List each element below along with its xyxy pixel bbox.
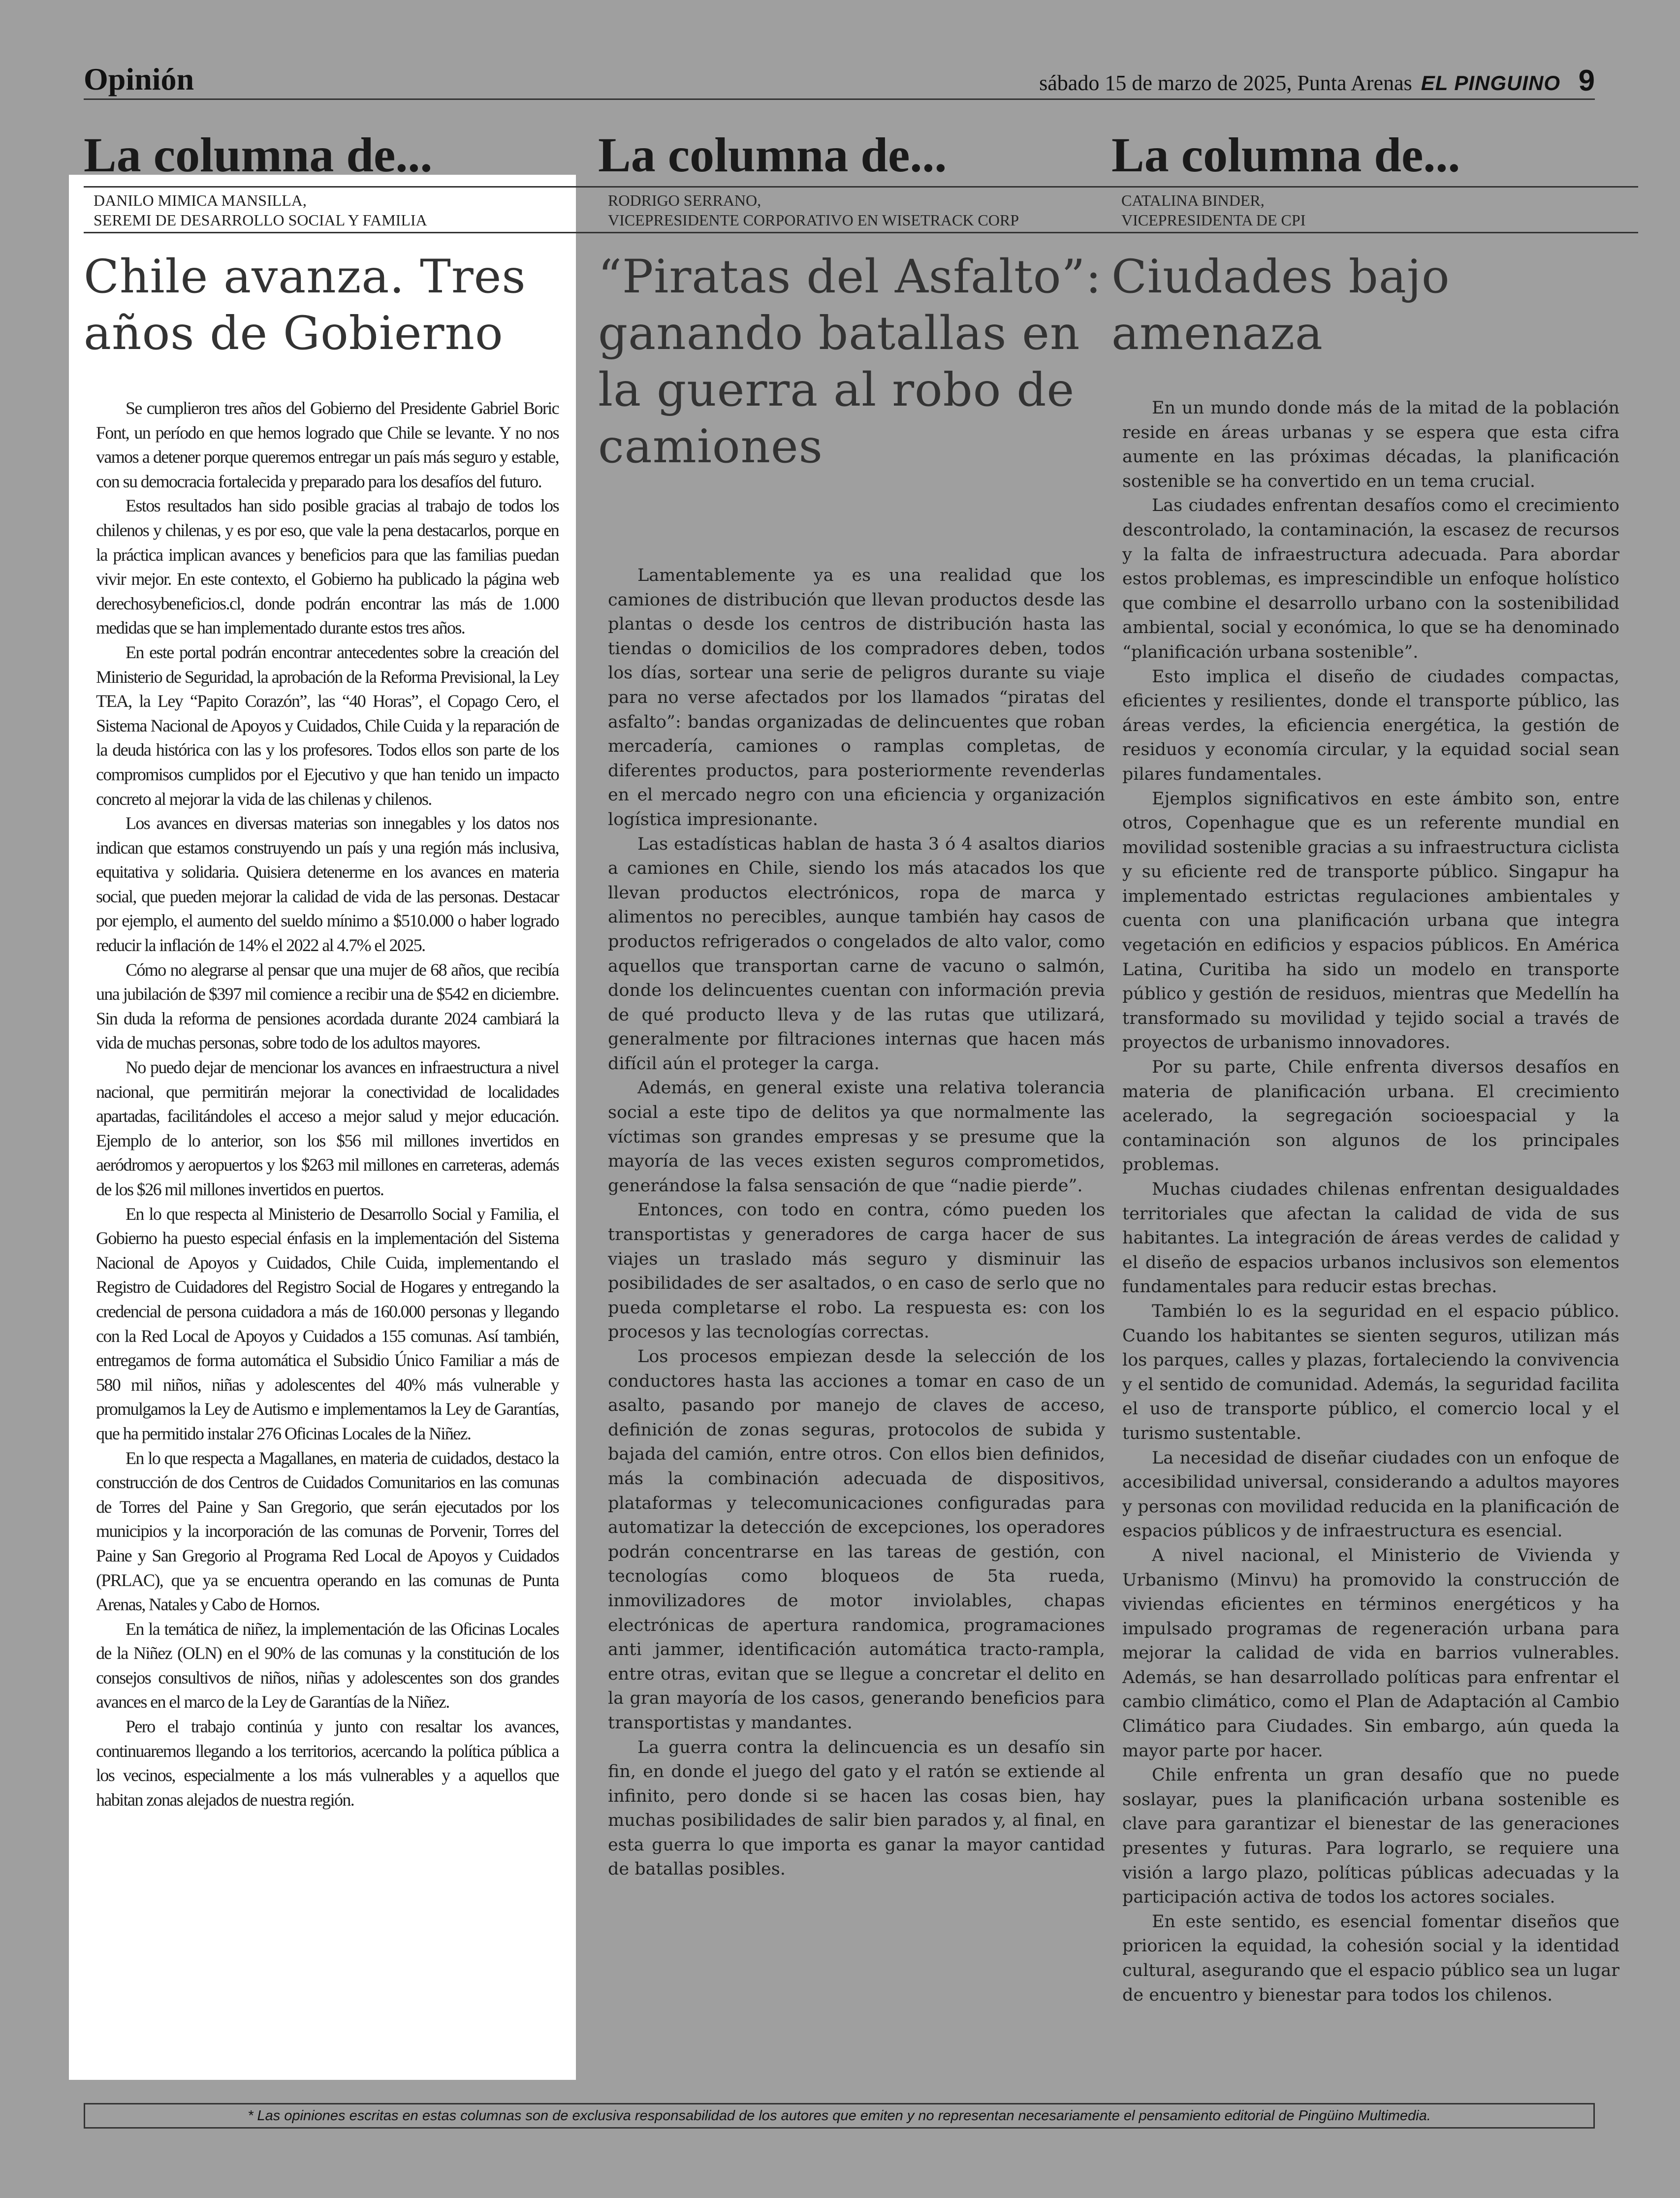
page-header xyxy=(84,59,1595,100)
paragraph: Además, en general existe una relativa tolerancia social a este tipo de delitos ya que normalmente las víctimas son grandes empresas y se presume que la mayoría de las veces existen seguros comprometidos, generándose la falsa sensación de que “nadie pierde”. xyxy=(608,1078,1105,1196)
byline xyxy=(84,186,610,233)
paragraph: Esto implica el diseño de ciudades compactas, eficientes y resilientes, donde el transporte público, las áreas verdes, la eficiencia energética, la gestión de residuos y economía circular, y la equidad social sean pilares fundamentales. xyxy=(1122,667,1619,784)
byline xyxy=(598,186,1125,233)
paragraph: Entonces, con todo en contra, cómo pueden los transportistas y generadores de carga hacer de sus viajes un traslado más seguro y disminuir las posibilidades de ser asaltados, o en caso de serlo que no pueda completarse el robo. La respuesta es: con los procesos y las tecnologías correctas. xyxy=(608,1200,1105,1342)
paragraph: Cómo no alegrarse al pensar que una mujer de 68 años, que recibía una jubilación de $397 mil comience a recibir una de $542 en diciembre. Sin duda la reforma de pensiones acordada durante 2024 cambiará la vida de muchas personas, sobre todo de los adultos mayores. xyxy=(96,959,559,1053)
editorial-disclaimer: * Las opiniones escritas en estas columnas son de exclusiva responsabilidad de los autores que emiten y no representan necesariamente el pensamiento editorial de Pingüino Multimedia. xyxy=(84,2103,1595,2129)
date-text: sábado 15 de marzo de 2025, Punta Arenas xyxy=(1039,71,1412,95)
newspaper-brand: EL PINGUINO xyxy=(1421,71,1560,95)
paragraph: Muchas ciudades chilenas enfrentan desigualdades territoriales que afectan la calidad de vida de sus habitantes. La integración de áreas verdes de calidad y el diseño de espacios urbanos inclusivos son elementos fundamentales para reducir estas brechas. xyxy=(1122,1179,1619,1297)
article-body xyxy=(608,564,1105,1882)
author-role: SEREMI DE DESARROLLO SOCIAL Y FAMILIA xyxy=(94,211,427,229)
paragraph: Lamentablemente ya es una realidad que los camiones de distribución que llevan productos desde las plantas o desde los centros de distribución hasta las tiendas o domicilios de los compradores deben, todos los días, sortear una serie de peligros durante su viaje para no verse afectados por los llamados “piratas del asfalto”: bandas organizadas de delincuentes que roban mercadería, camiones o ramplas completas, de diferentes productos, para posteriormente revenderlas en el mercado negro con una eficiencia y organización logística impresionante. xyxy=(608,566,1105,829)
author-role: VICEPRESIDENTA DE CPI xyxy=(1121,211,1306,229)
paragraph: Los procesos empiezan desde la selección de los conductores hasta las acciones a tomar en caso de un asalto, pasando por manejo de claves de acceso, definición de zonas seguras, protocolos de subida y bajada del camión, entre otros. Con ellos bien definidos, más la combinación adecuada de dispositivos, plataformas y telecomunicaciones configuradas para automatizar la detección de excepciones, los operadores podrán concentrarse en las tareas de gestión, con tecnologías como bloqueos de 5ta rueda, inmovilizadores de motor inviolables, chapas electrónicas de apertura randomica, programaciones anti jammer, identificación automática tracto-rampla, entre otras, evitan que se llegue a concretar el delito en la gran mayoría de los casos, generando beneficios para transportistas y mandantes. xyxy=(608,1347,1105,1733)
paragraph: También lo es la seguridad en el espacio público. Cuando los habitantes se sienten seguros, utilizan más los parques, calles y plazas, fortaleciendo la convivencia y el sentido de comunidad. Además, la seguridad facilita el uso de transporte público, el comercio local y el turismo sustentable. xyxy=(1122,1301,1619,1443)
paragraph: Estos resultados han sido posible gracias al trabajo de todos los chilenos y chilenas, y es por eso, que vale la pena destacarlos, porque en la práctica implican avances y beneficios para que las familias puedan vivir mejor. En este contexto, el Gobierno ha publicado la página web derechosybeneficios.cl, donde podrán encontrar las más de 1.000 medidas que se han implementado durante estos tres años. xyxy=(96,496,559,638)
byline xyxy=(1111,186,1638,233)
headline: Chile avanza. Tres años de Gobierno xyxy=(84,250,526,360)
headline: “Piratas del Asfalto”: ganando batallas en la guerra al robo de camiones xyxy=(598,250,1102,474)
article-body xyxy=(96,396,559,1812)
author-name: RODRIGO SERRANO, xyxy=(608,191,761,209)
column-kicker: La columna de... xyxy=(84,127,433,182)
dateline xyxy=(1039,70,1560,96)
paragraph: Los avances en diversas materias son innegables y los datos nos indican que estamos construyendo un país y una región más inclusiva, equitativa y solidaria. Quisiera detenerme en los avances en materia social, que pueden mejorar la calidad de vida de las personas. Destacar por ejemplo, el aumento del sueldo mínimo a $510.000 o haber logrado reducir la inflación de 14% el 2022 al 4.7% el 2025. xyxy=(96,813,559,956)
author-name: CATALINA BINDER, xyxy=(1121,191,1265,209)
article-body xyxy=(1122,396,1619,2007)
paragraph: Por su parte, Chile enfrenta diversos desafíos en materia de planificación urbana. El crecimiento acelerado, la segregación socioespacial y la contaminación son algunos de los principales problemas. xyxy=(1122,1057,1619,1175)
paragraph: A nivel nacional, el Ministerio de Vivienda y Urbanismo (Minvu) ha promovido la construcción de viviendas eficientes en términos energéticos y ha impulsado programas de regeneración urbana para mejorar la calidad de vida en barrios vulnerables. Además, se han desarrollado políticas para enfrentar el cambio climático, como el Plan de Adaptación al Cambio Climático para Ciudades. Sin embargo, aún queda la mayor parte por hacer. xyxy=(1122,1545,1619,1761)
paragraph: En un mundo donde más de la mitad de la población reside en áreas urbanas y se espera que esta cifra aumente en las próximas décadas, la planificación sostenible se ha convertido en un tema crucial. xyxy=(1122,398,1619,491)
paragraph: Chile enfrenta un gran desafío que no puede soslayar, pues la planificación urbana sostenible es clave para garantizar el bienestar de las generaciones presentes y futuras. Para lograrlo, se requiere una visión a largo plazo, políticas públicas adecuadas y la participación activa de todos los actores sociales. xyxy=(1122,1765,1619,1908)
paragraph: Las estadísticas hablan de hasta 3 ó 4 asaltos diarios a camiones en Chile, siendo los más atacados los que llevan productos electrónicos, ropa de marca y alimentos no perecibles, aunque también hay casos de productos refrigerados o congelados de alto valor, como aquellos que transportan carne de vacuno o salmón, donde los delincuentes cuentan con información previa de qué producto lleva y de las rutas que utilizará, generalmente por filtraciones internas que hacen más difícil aún el proteger la carga. xyxy=(608,834,1105,1074)
column-kicker: La columna de... xyxy=(1111,127,1460,182)
paragraph: Ejemplos significativos en este ámbito son, entre otros, Copenhague que es un referente mundial en movilidad sostenible gracias a su infraestructura ciclista y su eficiente red de transporte público. Singapur ha implementado estrictas regulaciones ambientales y cuenta con una planificación urbana que integra vegetación en edificios y espacios públicos. En América Latina, Curitiba ha sido un modelo en transporte público y gestión de residuos, mientras que Medellín ha transformado su movilidad y tejido social a través de proyectos de urbanismo innovadores. xyxy=(1122,789,1619,1053)
author-role: VICEPRESIDENTE CORPORATIVO EN WISETRACK CORP xyxy=(608,211,1019,229)
paragraph: En este sentido, es esencial fomentar diseños que prioricen la equidad, la cohesión social y la identidad cultural, asegurando que el espacio público sea un lugar de encuentro y bienestar para todos los chilenos. xyxy=(1122,1911,1619,2005)
paragraph: La necesidad de diseñar ciudades con un enfoque de accesibilidad universal, considerando a adultos mayores y personas con movilidad reducida en la planificación de espacios públicos y de infraestructura es esencial. xyxy=(1122,1448,1619,1541)
paragraph: Se cumplieron tres años del Gobierno del Presidente Gabriel Boric Font, un período en que hemos logrado que Chile se levante. Y no nos vamos a detener porque queremos entregar un país más seguro y estable, con su democracia fortalecida y preparado para los desafíos del futuro. xyxy=(96,398,559,491)
paragraph: En este portal podrán encontrar antecedentes sobre la creación del Ministerio de Seguridad, la aprobación de la Reforma Previsional, la Ley TEA, la Ley “Papito Corazón”, las “40 Horas”, el Copago Cero, el Sistema Nacional de Apoyos y Cuidados, Chile Cuida y la reparación de la deuda histórica con las y los profesores. Todos ellos son parte de los compromisos cumplidos por el Ejecutivo y que han tenido un impacto concreto al mejorar la vida de las chilenas y chilenos. xyxy=(96,642,559,809)
paragraph: No puedo dejar de mencionar los avances en infraestructura a nivel nacional, que permitirán mejorar la conectividad de localidades apartadas, facilitándoles el acceso a mejor salud y mejor educación. Ejemplo de lo anterior, son los $56 mil millones invertidos en aeródromos y aeropuertos y los $263 mil millones en carreteras, además de los $26 mil millones invertidos en puertos. xyxy=(96,1057,559,1199)
paragraph: En lo que respecta al Ministerio de Desarrollo Social y Familia, el Gobierno ha puesto especial énfasis en la implementación del Sistema Nacional de Apoyos y Cuidados, Chile Cuida, implementando el Registro de Cuidadores del Registro Social de Hogares y entregando la credencial de persona cuidadora a más de 160.000 personas y llegando con la Red Local de Apoyos y Cuidados a 155 comunas. Así también, entregamos de forma automática el Subsidio Único Familiar a más de 580 mil niños, niñas y adolescentes del 40% más vulnerable y promulgamos la Ley de Autismo e implementamos la Ley de Garantías, que ha permitido instalar 276 Oficinas Locales de la Niñez. xyxy=(96,1204,559,1443)
headline: Ciudades bajo amenaza xyxy=(1111,250,1450,360)
paragraph: Pero el trabajo continúa y junto con resaltar los avances, continuaremos llegando a los territorios, acercando la política pública a los vecinos, especialmente a los más vulnerables y a aquellos que habitan zonas alejados de nuestra región. xyxy=(96,1717,559,1810)
page-number: 9 xyxy=(1578,64,1595,97)
paragraph: La guerra contra la delincuencia es un desafío sin fin, en donde el juego del gato y el ratón se extiende al infinito, pero donde si se hacen las cosas bien, hay muchas posibilidades de salir bien parados y, al final, en esta guerra lo que importa es ganar la mayor cantidad de batallas posibles. xyxy=(608,1737,1105,1879)
paragraph: Las ciudades enfrentan desafíos como el crecimiento descontrolado, la contaminación, la escasez de recursos y la falta de infraestructura adecuada. Para abordar estos problemas, es imprescindible un enfoque holístico que combine el desarrollo urbano con la sostenibilidad ambiental, social y económica, lo que se ha denominado “planificación urbana sostenible”. xyxy=(1122,496,1619,662)
section-title: Opinión xyxy=(84,62,194,96)
paragraph: En la temática de niñez, la implementación de las Oficinas Locales de la Niñez (OLN) en el 90% de las comunas y la constitución de los consejos consultivos de niños, niñas y adolescentes son dos grandes avances en el marco de la Ley de Garantías de la Niñez. xyxy=(96,1619,559,1712)
author-name: DANILO MIMICA MANSILLA, xyxy=(94,191,307,209)
paragraph: En lo que respecta a Magallanes, en materia de cuidados, destaco la construcción de dos Centros de Cuidados Comunitarios en las comunas de Torres del Paine y San Gregorio, que serán ejecutados por los municipios y la incorporación de las comunas de Porvenir, Torres del Paine y San Gregorio al Programa Red Local de Apoyos y Cuidados (PRLAC), que ya se encuentra operando en las comunas de Punta Arenas, Natales y Cabo de Hornos. xyxy=(96,1448,559,1615)
column-kicker: La columna de... xyxy=(598,127,947,182)
